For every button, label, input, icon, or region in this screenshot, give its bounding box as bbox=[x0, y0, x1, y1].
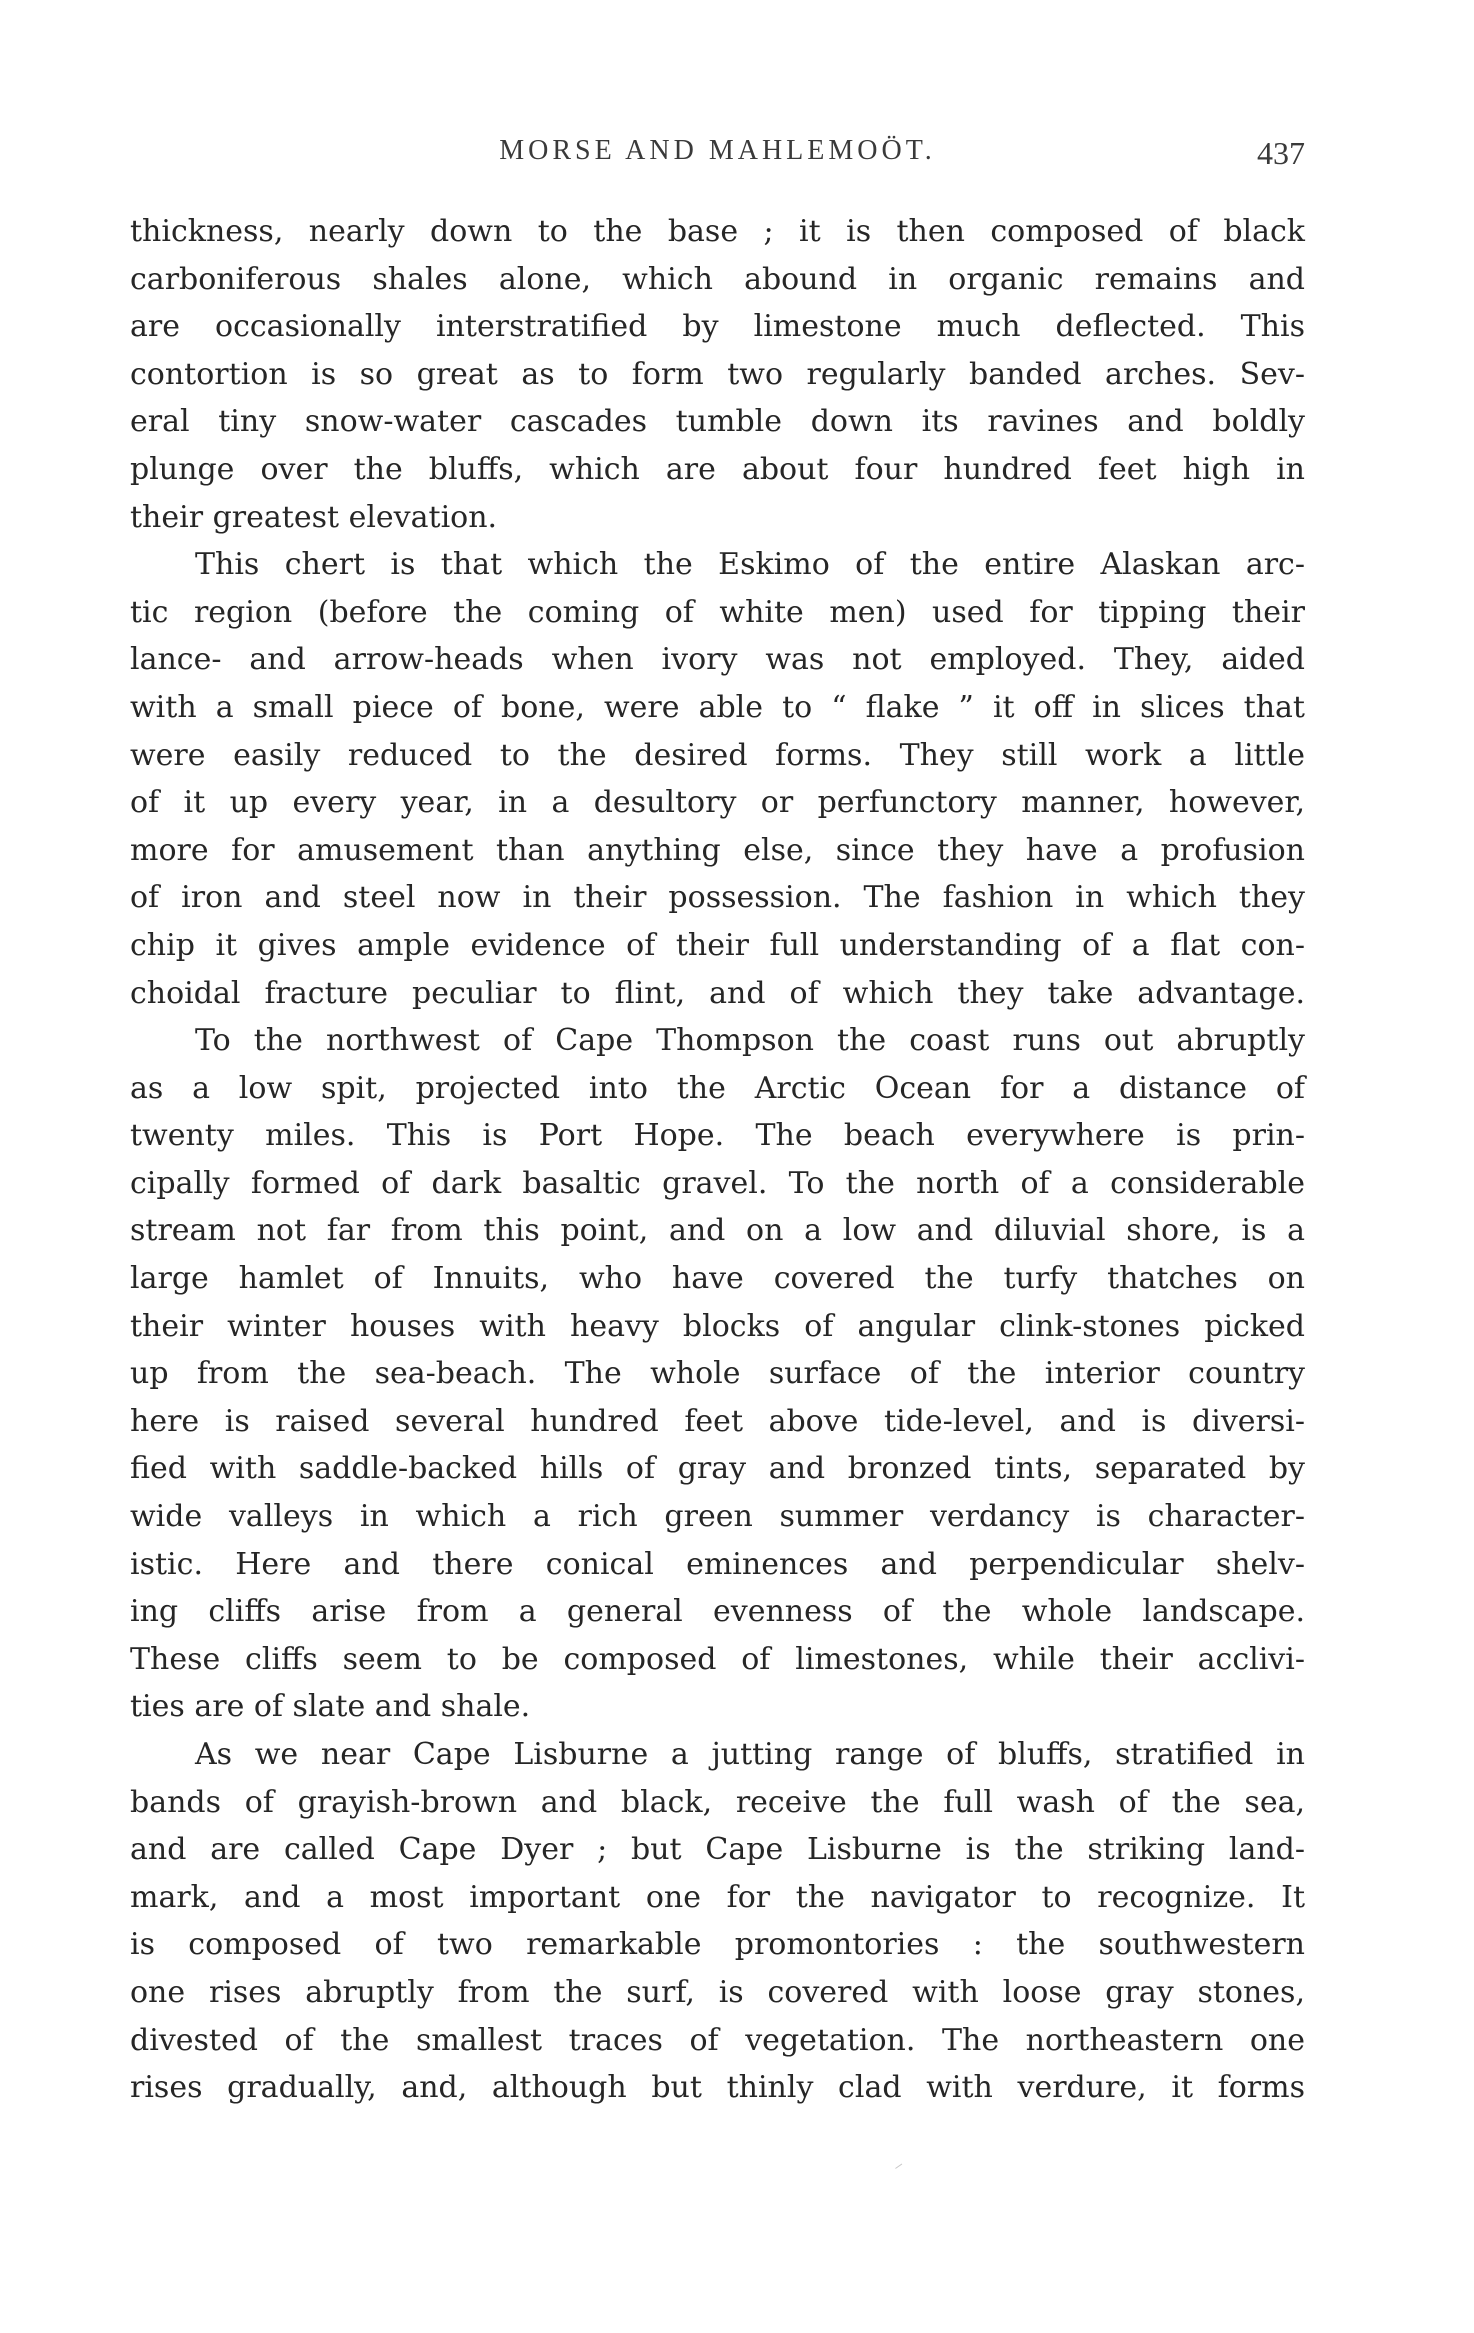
text-line: tic region (before the coming of white men) used for tipping their bbox=[130, 594, 1305, 630]
text-line: twenty miles. This is Port Hope. The beach everywhere is prin- bbox=[130, 1118, 1305, 1154]
running-head bbox=[130, 135, 1305, 175]
text-line: fied with saddle-backed hills of gray and bronzed tints, separated by bbox=[130, 1451, 1305, 1487]
text-line: of iron and steel now in their possession. The fashion in which they bbox=[130, 880, 1305, 916]
text-line: divested of the smallest traces of vegetation. The northeastern one bbox=[130, 2022, 1305, 2058]
text-line: wide valleys in which a rich green summer verdancy is character- bbox=[130, 1499, 1305, 1535]
text-line: is composed of two remarkable promontories : the southwestern bbox=[130, 1927, 1305, 1963]
text-line: more for amusement than anything else, since they have a profusion bbox=[130, 832, 1305, 868]
text-line: eral tiny snow-water cascades tumble down its ravines and boldly bbox=[130, 404, 1305, 440]
text-line: their winter houses with heavy blocks of angular clink-stones picked bbox=[130, 1308, 1305, 1344]
text-line: one rises abruptly from the surf, is covered with loose gray stones, bbox=[130, 1974, 1305, 2010]
text-line: bands of grayish-brown and black, receive the full wash of the sea, bbox=[130, 1784, 1305, 1820]
paragraph-start-line: As we near Cape Lisburne a jutting range of bluffs, stratified in bbox=[195, 1737, 1305, 1772]
running-title: MORSE AND MAHLEMOÖT. bbox=[499, 135, 936, 166]
text-line: and are called Cape Dyer ; but Cape Lisburne is the striking land- bbox=[130, 1832, 1305, 1868]
text-line: istic. Here and there conical eminences and perpendicular shelv- bbox=[130, 1546, 1305, 1582]
text-line: lance- and arrow-heads when ivory was not employed. They, aided bbox=[130, 642, 1305, 678]
text-line: ties are of slate and shale. bbox=[130, 1689, 531, 1725]
text-line: contortion is so great as to form two regularly banded arches. Sev- bbox=[130, 356, 1305, 392]
text-line: as a low spit, projected into the Arctic Ocean for a distance of bbox=[130, 1070, 1305, 1106]
text-line: with a small piece of bone, were able to “ flake ” it off in slices that bbox=[130, 689, 1305, 725]
text-line: rises gradually, and, although but thinly clad with verdure, it forms bbox=[130, 2070, 1305, 2106]
text-line: thickness, nearly down to the base ; it is then composed of black bbox=[130, 214, 1305, 249]
page-number: 437 bbox=[1257, 135, 1305, 171]
body-text bbox=[130, 208, 1305, 2112]
text-line: of it up every year, in a desultory or perfunctory manner, however, bbox=[130, 785, 1305, 821]
text-line: are occasionally interstratified by limestone much deflected. This bbox=[130, 309, 1305, 345]
text-line: ing cliffs arise from a general evenness of the whole landscape. bbox=[130, 1594, 1305, 1630]
text-line: large hamlet of Innuits, who have covered the turfy thatches on bbox=[130, 1261, 1305, 1297]
text-line: chip it gives ample evidence of their full understanding of a flat con- bbox=[130, 927, 1305, 963]
paragraph-start-line: To the northwest of Cape Thompson the coast runs out abruptly bbox=[195, 1023, 1305, 1059]
text-line: stream not far from this point, and on a low and diluvial shore, is a bbox=[130, 1213, 1305, 1249]
text-line: were easily reduced to the desired forms. They still work a little bbox=[130, 737, 1305, 773]
text-line: cipally formed of dark basaltic gravel. To the north of a considerable bbox=[130, 1165, 1305, 1201]
paper-mark bbox=[895, 2164, 907, 2176]
text-line: up from the sea-beach. The whole surface of the interior country bbox=[130, 1356, 1305, 1392]
text-line: carboniferous shales alone, which abound in organic remains and bbox=[130, 261, 1305, 297]
text-line: These cliffs seem to be composed of limestones, while their acclivi- bbox=[130, 1641, 1305, 1677]
paragraph-start-line: This chert is that which the Eskimo of the entire Alaskan arc- bbox=[195, 547, 1305, 583]
text-line: plunge over the bluffs, which are about four hundred feet high in bbox=[130, 451, 1305, 487]
text-line: their greatest elevation. bbox=[130, 499, 498, 535]
text-line: mark, and a most important one for the navigator to recognize. It bbox=[130, 1879, 1305, 1915]
text-line: choidal fracture peculiar to flint, and of which they take advantage. bbox=[130, 975, 1305, 1011]
text-line: here is raised several hundred feet above tide-level, and is diversi- bbox=[130, 1403, 1305, 1439]
